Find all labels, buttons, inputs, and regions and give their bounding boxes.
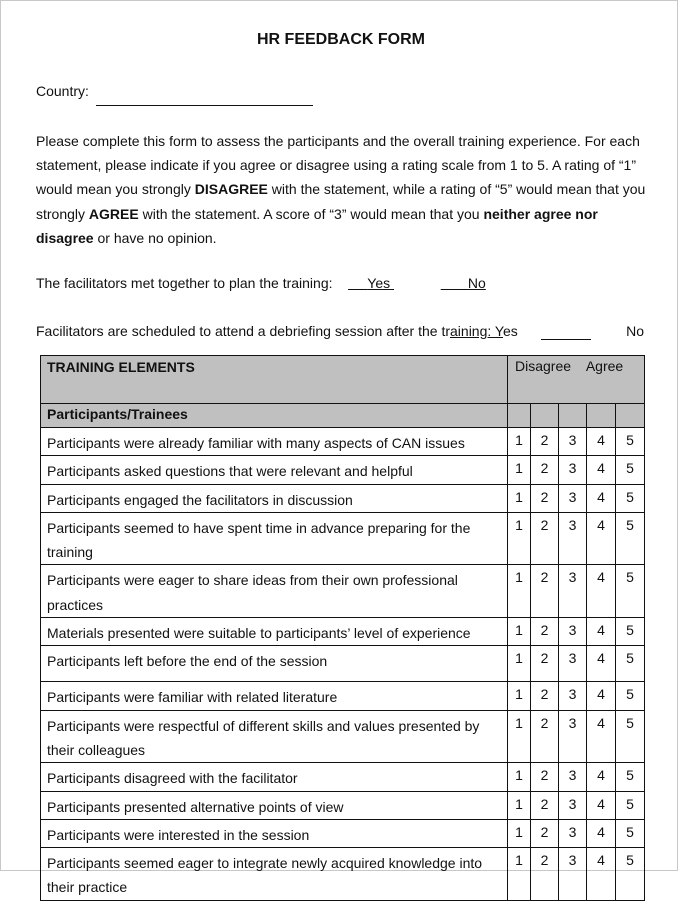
section-empty-cell: [508, 404, 531, 428]
table-row: [41, 484, 645, 512]
header-training-elements: TRAINING ELEMENTS: [41, 356, 508, 404]
rating-option-1[interactable]: 1: [508, 819, 531, 847]
intro-text-1: Please complete this form to assess the participants and the overall training experience. For each statement, please indicate if you agree or disagree using a rating scale from 1 to 5. A rating of “1” would mean you strongly: [36, 133, 640, 198]
statement-cell: Participants were interested in the session: [41, 819, 508, 847]
table-row: [41, 682, 645, 710]
rating-option-2[interactable]: 2: [531, 484, 559, 512]
rating-option-5[interactable]: 5: [616, 565, 645, 618]
question-facilitators-met: [36, 275, 486, 291]
statement-cell: Participants were eager to share ideas from their own professional practices: [41, 565, 508, 618]
rating-option-5[interactable]: 5: [616, 848, 645, 901]
statement-cell: Materials presented were suitable to participants’ level of experience: [41, 618, 508, 646]
rating-option-5[interactable]: 5: [616, 763, 645, 791]
rating-option-1[interactable]: 1: [508, 484, 531, 512]
table-row: [41, 763, 645, 791]
instructions-paragraph: [36, 129, 651, 250]
rating-option-5[interactable]: 5: [616, 484, 645, 512]
intro-bold-disagree: DISAGREE: [194, 181, 268, 198]
statement-cell: Participants seemed to have spent time in advance preparing for the training: [41, 512, 508, 565]
rating-option-4[interactable]: 4: [587, 565, 616, 618]
statement-cell: Participants were already familiar with many aspects of CAN issues: [41, 428, 508, 456]
statement-cell: Participants were familiar with related literature: [41, 682, 508, 710]
rating-option-2[interactable]: 2: [531, 512, 559, 565]
intro-text-4: or have no opinion.: [93, 229, 217, 246]
intro-bold-neither: neither agree nor disagree: [36, 205, 598, 246]
rating-option-3[interactable]: 3: [559, 456, 587, 484]
table-row: [41, 791, 645, 819]
question2-no-label[interactable]: No: [626, 323, 645, 339]
statement-cell: Participants asked questions that were relevant and helpful: [41, 456, 508, 484]
section-empty-cell: [587, 404, 616, 428]
section-empty-cell: [616, 404, 645, 428]
rating-option-4[interactable]: 4: [587, 763, 616, 791]
statement-cell: Participants presented alternative points of view: [41, 791, 508, 819]
intro-text-2: with the statement, while a rating of “5” would mean that you strongly: [36, 181, 646, 222]
section-empty-cell: [531, 404, 559, 428]
rating-option-1[interactable]: 1: [508, 565, 531, 618]
rating-option-4[interactable]: 4: [587, 618, 616, 646]
country-input-line[interactable]: [96, 105, 313, 106]
rating-option-3[interactable]: 3: [559, 848, 587, 901]
rating-option-3[interactable]: 3: [559, 646, 587, 682]
table-row: [41, 618, 645, 646]
rating-option-3[interactable]: 3: [559, 819, 587, 847]
rating-option-3[interactable]: 3: [559, 512, 587, 565]
question1-no-option[interactable]: [441, 275, 486, 291]
country-label: Country:: [36, 83, 89, 99]
rating-option-3[interactable]: 3: [559, 428, 587, 456]
rating-option-3[interactable]: 3: [559, 791, 587, 819]
statement-cell: Participants seemed eager to integrate newly acquired knowledge into their practice: [41, 848, 508, 901]
intro-text-3: with the statement. A score of “3” would mean that you: [138, 205, 484, 222]
scale-label-text: Disagree Agree: [515, 358, 624, 374]
rating-option-3[interactable]: 3: [559, 710, 587, 763]
intro-bold-agree: AGREE: [88, 205, 139, 222]
question2-blank-line[interactable]: [541, 323, 591, 340]
question1-no-label: No: [467, 275, 486, 291]
rating-option-2[interactable]: 2: [531, 819, 559, 847]
rating-option-2[interactable]: 2: [531, 618, 559, 646]
rating-option-3[interactable]: 3: [559, 618, 587, 646]
question1-text: The facilitators met together to plan the training:: [36, 275, 333, 291]
rating-option-2[interactable]: 2: [531, 428, 559, 456]
question2-text-underlined: aining: Y: [450, 323, 503, 339]
table-row: [41, 428, 645, 456]
question1-yes-label: Yes: [367, 275, 391, 291]
table-row: [41, 819, 645, 847]
rating-option-5[interactable]: 5: [616, 710, 645, 763]
rating-option-5[interactable]: 5: [616, 819, 645, 847]
rating-option-1[interactable]: 1: [508, 791, 531, 819]
statement-cell: Participants left before the end of the session: [41, 646, 508, 682]
question2-text: Facilitators are scheduled to attend a debriefing session after the tr: [36, 323, 451, 339]
rating-option-4[interactable]: 4: [587, 848, 616, 901]
rating-option-3[interactable]: 3: [559, 763, 587, 791]
rating-option-3[interactable]: 3: [559, 682, 587, 710]
table-row: [41, 456, 645, 484]
rating-option-4[interactable]: 4: [587, 484, 616, 512]
rating-option-1[interactable]: 1: [508, 763, 531, 791]
rating-option-4[interactable]: 4: [587, 819, 616, 847]
form-title: HR FEEDBACK FORM: [257, 31, 425, 48]
section-row: [41, 404, 645, 428]
rating-option-5[interactable]: 5: [616, 512, 645, 565]
rating-option-5[interactable]: 5: [616, 456, 645, 484]
statement-cell: Participants were respectful of different skills and values presented by their colleagues: [41, 710, 508, 763]
rating-option-2[interactable]: 2: [531, 791, 559, 819]
table-header-row: [41, 356, 645, 404]
rating-option-4[interactable]: 4: [587, 428, 616, 456]
statement-cell: Participants engaged the facilitators in discussion: [41, 484, 508, 512]
rating-option-5[interactable]: 5: [616, 646, 645, 682]
rating-option-4[interactable]: 4: [587, 682, 616, 710]
rating-option-5[interactable]: 5: [616, 682, 645, 710]
rating-option-5[interactable]: 5: [616, 618, 645, 646]
training-elements-table: [40, 355, 645, 901]
rating-option-4[interactable]: 4: [587, 791, 616, 819]
rating-option-4[interactable]: 4: [587, 512, 616, 565]
rating-option-2[interactable]: 2: [531, 456, 559, 484]
rating-option-2[interactable]: 2: [531, 565, 559, 618]
rating-option-2[interactable]: 2: [531, 646, 559, 682]
rating-option-1[interactable]: 1: [508, 682, 531, 710]
rating-option-1[interactable]: 1: [508, 456, 531, 484]
table-row: [41, 512, 645, 565]
rating-option-5[interactable]: 5: [616, 791, 645, 819]
rating-option-3[interactable]: 3: [559, 565, 587, 618]
rating-option-5[interactable]: 5: [616, 428, 645, 456]
rating-option-1[interactable]: 1: [508, 646, 531, 682]
rating-option-1[interactable]: 1: [508, 710, 531, 763]
question1-yes-option[interactable]: [348, 275, 394, 291]
rating-option-4[interactable]: 4: [587, 710, 616, 763]
header-scale-label: [508, 356, 645, 404]
rating-option-2[interactable]: 2: [531, 763, 559, 791]
rating-option-2[interactable]: 2: [531, 710, 559, 763]
section-empty-cell: [559, 404, 587, 428]
rating-option-2[interactable]: 2: [531, 848, 559, 901]
table-row: [41, 710, 645, 763]
table-row: [41, 848, 645, 901]
rating-option-4[interactable]: 4: [587, 456, 616, 484]
statement-cell: Participants disagreed with the facilitator: [41, 763, 508, 791]
table-row: [41, 646, 645, 682]
rating-option-1[interactable]: 1: [508, 848, 531, 901]
rating-option-1[interactable]: 1: [508, 512, 531, 565]
question-debriefing: [36, 323, 644, 340]
rating-option-3[interactable]: 3: [559, 484, 587, 512]
rating-option-1[interactable]: 1: [508, 618, 531, 646]
rating-option-1[interactable]: 1: [508, 428, 531, 456]
section-participants-trainees: Participants/Trainees: [41, 404, 508, 428]
rating-option-2[interactable]: 2: [531, 682, 559, 710]
question2-yes-label[interactable]: es: [502, 323, 518, 339]
rating-option-4[interactable]: 4: [587, 646, 616, 682]
table-row: [41, 565, 645, 618]
